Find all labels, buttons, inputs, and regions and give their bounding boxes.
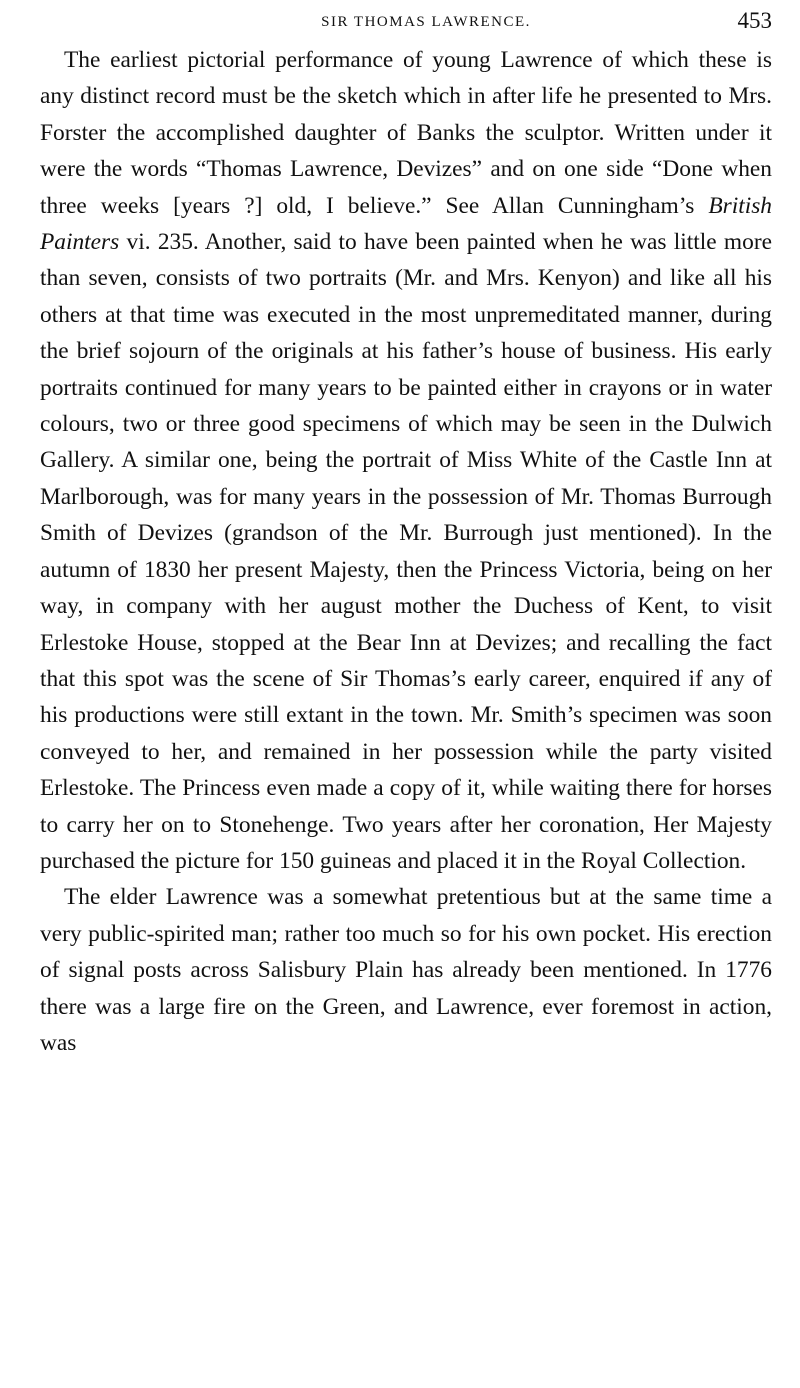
paragraph-1-text-a: The earliest pictorial performance of young Lawrence of which these is any distinct record must be the sketch which in after life he presented to Mrs. Forster the accomplished daughter of Banks the sculptor. Written under it were the words “Thomas Lawrence, Devizes” and on one side “Done when three weeks [years ?] old, I believe.” See Allan Cunningham’s: [40, 47, 772, 219]
book-page: [40, 0, 772, 1061]
running-head: SIR THOMAS LAWRENCE.: [321, 14, 531, 30]
paragraph-2: The elder Lawrence was a somewhat pretentious but at the same time a very public-spirited man; rather too much so for his own pocket. His erection of signal posts across Salisbury Plain has already been mentioned. In 1776 there was a large fire on the Green, and Lawrence, ever foremost in action, was: [40, 884, 772, 1056]
body-text: [40, 42, 772, 1061]
page-header: [40, 0, 772, 42]
page-number: 453: [737, 8, 772, 33]
paragraph-1: [40, 42, 772, 879]
paragraph-1-text-b: vi. 235. Another, said to have been painted when he was little more than seven, consists of two portraits (Mr. and Mrs. Kenyon) and like all his others at that time was executed in the most unpremeditated manner, during the brief sojourn of the originals at his father’s house of business. His early portraits continued for many years to be painted either in crayons or in water colours, two or three good specimens of which may be seen in the Dulwich Gallery. A similar one, being the portrait of Miss White of the Castle Inn at Marlborough, was for many years in the possession of Mr. Thomas Burrough Smith of Devizes (grandson of the Mr. Burrough just mentioned). In the autumn of 1830 her present Majesty, then the Princess Victoria, being on her way, in company with her august mother the Duchess of Kent, to visit Erlestoke House, stopped at the Bear Inn at Devizes; and recalling the fact that this spot was the scene of Sir Thomas’s early career, enquired if any of his productions were still extant in the town. Mr. Smith’s specimen was soon conveyed to her, and remained in her possession while the party visited Erlestoke. The Princess even made a copy of it, while waiting there for horses to carry her on to Stonehenge. Two years after her coronation, Her Majesty purchased the picture for 150 guineas and placed it in the Royal Collection.: [40, 229, 772, 874]
book-title-italic: British Painters: [40, 192, 772, 256]
